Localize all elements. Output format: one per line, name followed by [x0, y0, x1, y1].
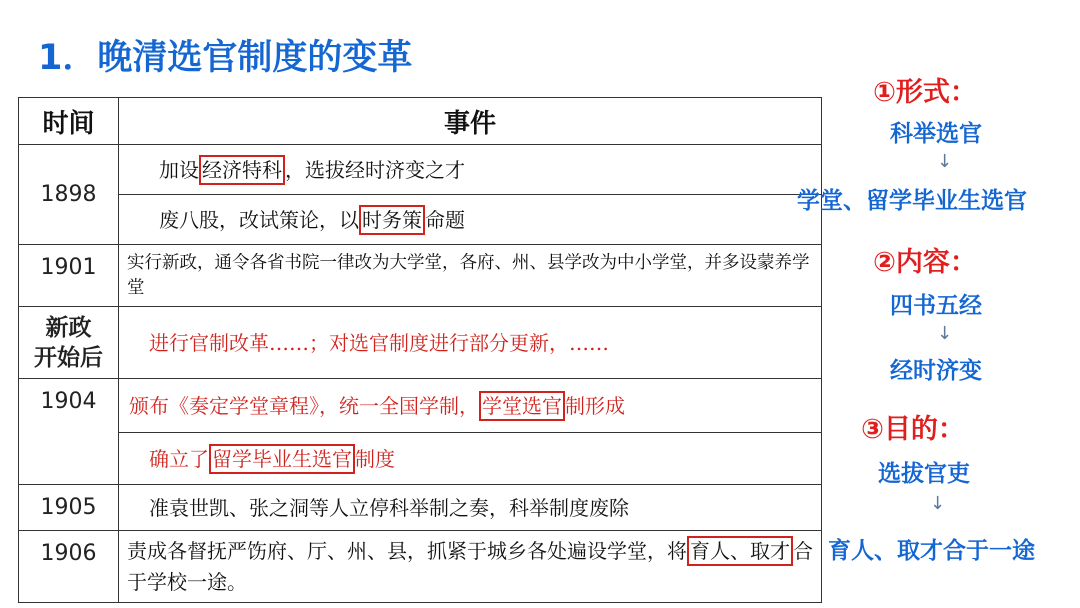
highlight-box: 育人、取才 — [687, 536, 793, 566]
table-row — [19, 245, 822, 307]
year-cell: 1905 — [19, 485, 119, 531]
event-text: 责成各督抚严饬府、厅、州、县，抓紧于城乡各处遍设学堂，将 — [127, 538, 687, 563]
purpose-from: 选拔官吏 — [878, 461, 970, 487]
event-cell: 进行官制改革……；对选官制度进行部分更新，…… — [119, 307, 822, 379]
purpose-to: 育人、取才合于一途 — [828, 538, 1035, 564]
event-cell — [119, 195, 822, 245]
event-text: 合于学校一途。 — [127, 538, 813, 594]
event-cell — [119, 145, 822, 195]
events-table — [18, 97, 822, 603]
event-cell — [119, 379, 822, 433]
year-cell: 1901 — [19, 245, 119, 307]
year-cell — [19, 307, 119, 379]
table-header-row — [19, 98, 822, 145]
header-time: 时间 — [19, 98, 119, 145]
year-cell: 1906 — [19, 531, 119, 603]
content-from: 四书五经 — [890, 293, 982, 319]
event-text: 确立了 — [149, 446, 209, 471]
table-row — [19, 485, 822, 531]
year-line: 开始后 — [34, 344, 103, 371]
down-arrow-icon: ↓ — [930, 493, 946, 514]
table-row — [19, 531, 822, 603]
highlight-box: 经济特科 — [199, 155, 285, 185]
year-line: 新政 — [45, 314, 92, 341]
content-to: 经时济变 — [890, 358, 982, 384]
highlight-box: 留学毕业生选官 — [209, 444, 355, 474]
highlight-box: 学堂选官 — [479, 391, 565, 421]
table-row — [19, 433, 822, 485]
down-arrow-icon: ↓ — [937, 323, 953, 344]
event-cell: 实行新政，通令各省书院一律改为大学堂，各府、州、县学改为中小学堂，并多设蒙养学堂 — [119, 245, 822, 307]
page-title: 1．晚清选官制度的变革 — [38, 38, 413, 78]
table-row — [19, 195, 822, 245]
form-heading: ①形式： — [873, 77, 977, 108]
down-arrow-icon: ↓ — [937, 151, 953, 172]
table-row — [19, 307, 822, 379]
year-cell: 1904 — [19, 379, 119, 485]
highlight-box: 时务策 — [359, 205, 425, 235]
event-text: ，选拔经时济变之才 — [285, 157, 465, 182]
table-row — [19, 145, 822, 195]
event-text: 命题 — [425, 207, 465, 232]
event-cell — [119, 433, 822, 485]
event-text: 制形成 — [565, 393, 625, 418]
purpose-heading: ③目的： — [861, 414, 965, 445]
table-row — [19, 379, 822, 433]
event-text: 废八股，改试策论，以 — [159, 207, 359, 232]
event-cell — [119, 531, 822, 603]
year-cell: 1898 — [19, 145, 119, 245]
header-event: 事件 — [119, 98, 822, 145]
event-cell: 准袁世凯、张之洞等人立停科举制之奏，科举制度废除 — [119, 485, 822, 531]
content-heading: ②内容： — [873, 247, 977, 278]
form-to: 学堂、留学毕业生选官 — [797, 188, 1027, 214]
event-text: 制度 — [355, 446, 395, 471]
form-from: 科举选官 — [890, 121, 982, 147]
event-text: 颁布《奏定学堂章程》，统一全国学制， — [129, 393, 479, 418]
event-text: 加设 — [159, 157, 199, 182]
